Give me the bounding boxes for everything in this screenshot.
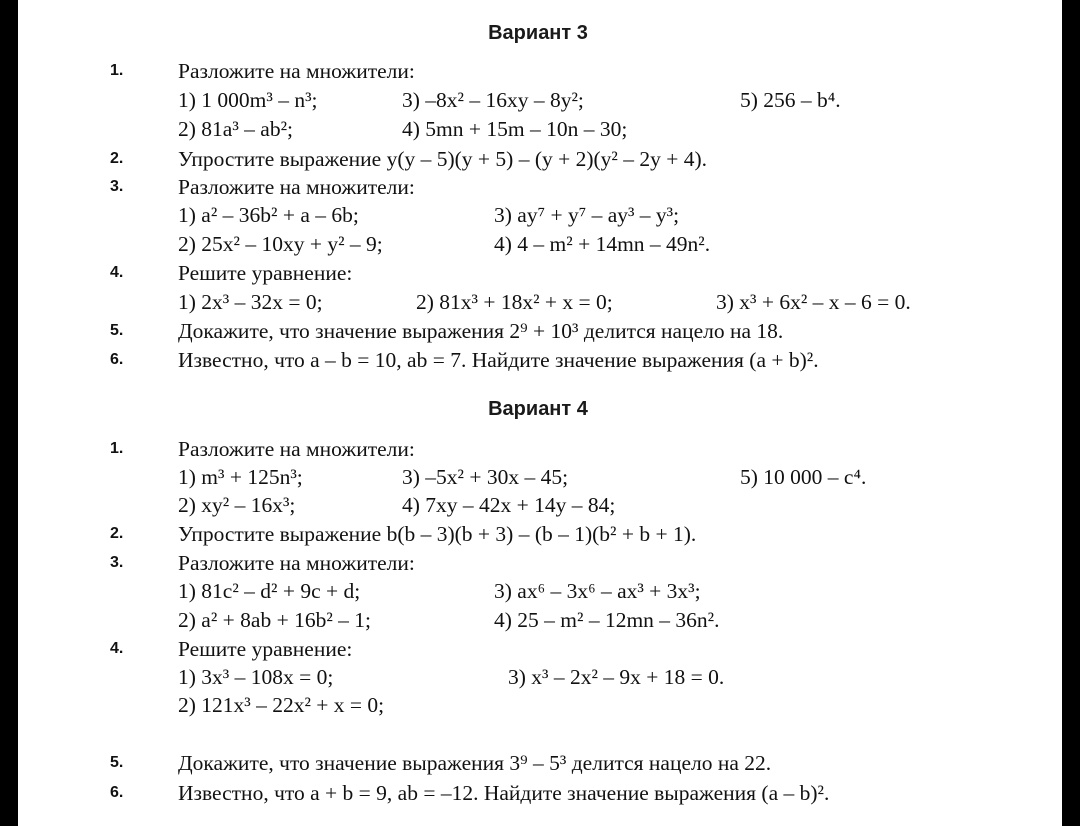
v3-task-5-text: Докажите, что значение выражения 2⁹ + 10³ делится нацело на 18. bbox=[178, 319, 784, 343]
v4-task-1-item: 5) 10 000 – c⁴. bbox=[740, 465, 867, 489]
worksheet-page bbox=[18, 0, 1062, 826]
v4-task-3-item: 4) 25 – m² – 12mn – 36n². bbox=[494, 608, 720, 632]
v3-task-4-text: Решите уравнение: bbox=[178, 261, 353, 285]
v3-task-6-number: 6. bbox=[110, 351, 124, 368]
v3-task-3-item: 4) 4 – m² + 14mn – 49n². bbox=[494, 232, 711, 256]
v4-task-3-item: 1) 81c² – d² + 9c + d; bbox=[178, 579, 361, 603]
v3-task-1-number: 1. bbox=[110, 62, 124, 79]
v4-task-2-number: 2. bbox=[110, 525, 124, 542]
v3-task-3-number: 3. bbox=[110, 178, 124, 195]
v4-task-6-text: Известно, что a + b = 9, ab = –12. Найдите значение выражения (a – b)². bbox=[178, 781, 830, 805]
variant-3-heading: Вариант 3 bbox=[488, 22, 588, 44]
v3-task-4-item: 1) 2x³ – 32x = 0; bbox=[178, 290, 323, 314]
v3-task-6-text: Известно, что a – b = 10, ab = 7. Найдите значение выражения (a + b)². bbox=[178, 348, 819, 372]
v3-task-1-item: 3) –8x² – 16xy – 8y²; bbox=[402, 88, 584, 112]
v3-task-4-item: 2) 81x³ + 18x² + x = 0; bbox=[416, 290, 613, 314]
v4-task-4-item: 3) x³ – 2x² – 9x + 18 = 0. bbox=[508, 665, 725, 689]
v4-task-3-number: 3. bbox=[110, 554, 124, 571]
v4-task-1-item: 1) m³ + 125n³; bbox=[178, 465, 303, 489]
v4-task-1-item: 2) xy² – 16x³; bbox=[178, 493, 296, 517]
v3-task-2-number: 2. bbox=[110, 150, 124, 167]
v4-task-4-item: 2) 121x³ – 22x² + x = 0; bbox=[178, 693, 385, 717]
v3-task-4-item: 3) x³ + 6x² – x – 6 = 0. bbox=[716, 290, 911, 314]
v4-task-1-text: Разложите на множители: bbox=[178, 437, 415, 461]
v3-task-1-item: 1) 1 000m³ – n³; bbox=[178, 88, 318, 112]
v4-task-1-number: 1. bbox=[110, 440, 124, 457]
v3-task-3-item: 1) a² – 36b² + a – 6b; bbox=[178, 203, 359, 227]
v4-task-2-text: Упростите выражение b(b – 3)(b + 3) – (b – 1)(b² + b + 1). bbox=[178, 522, 697, 546]
v4-task-3-item: 2) a² + 8ab + 16b² – 1; bbox=[178, 608, 371, 632]
v4-task-3-text: Разложите на множители: bbox=[178, 551, 415, 575]
v4-task-4-text: Решите уравнение: bbox=[178, 637, 353, 661]
v3-task-4-number: 4. bbox=[110, 264, 124, 281]
v4-task-1-item: 3) –5x² + 30x – 45; bbox=[402, 465, 569, 489]
v3-task-1-item: 4) 5mn + 15m – 10n – 30; bbox=[402, 117, 628, 141]
v3-task-3-text: Разложите на множители: bbox=[178, 175, 415, 199]
v3-task-5-number: 5. bbox=[110, 322, 124, 339]
v3-task-3-item: 3) ay⁷ + y⁷ – ay³ – y³; bbox=[494, 203, 680, 227]
v4-task-1-item: 4) 7xy – 42x + 14y – 84; bbox=[402, 493, 616, 517]
v3-task-2-text: Упростите выражение y(y – 5)(y + 5) – (y + 2)(y² – 2y + 4). bbox=[178, 147, 708, 171]
v3-task-1-text: Разложите на множители: bbox=[178, 59, 415, 83]
v4-task-4-item: 1) 3x³ – 108x = 0; bbox=[178, 665, 334, 689]
v3-task-1-item: 2) 81a³ – ab²; bbox=[178, 117, 293, 141]
variant-4-heading: Вариант 4 bbox=[488, 398, 588, 420]
v3-task-3-item: 2) 25x² – 10xy + y² – 9; bbox=[178, 232, 383, 256]
v4-task-3-item: 3) ax⁶ – 3x⁶ – ax³ + 3x³; bbox=[494, 579, 701, 603]
v4-task-5-text: Докажите, что значение выражения 3⁹ – 5³ делится нацело на 22. bbox=[178, 751, 772, 775]
v3-task-1-item: 5) 256 – b⁴. bbox=[740, 88, 841, 112]
v4-task-6-number: 6. bbox=[110, 784, 124, 801]
v4-task-4-number: 4. bbox=[110, 640, 124, 657]
v4-task-5-number: 5. bbox=[110, 754, 124, 771]
